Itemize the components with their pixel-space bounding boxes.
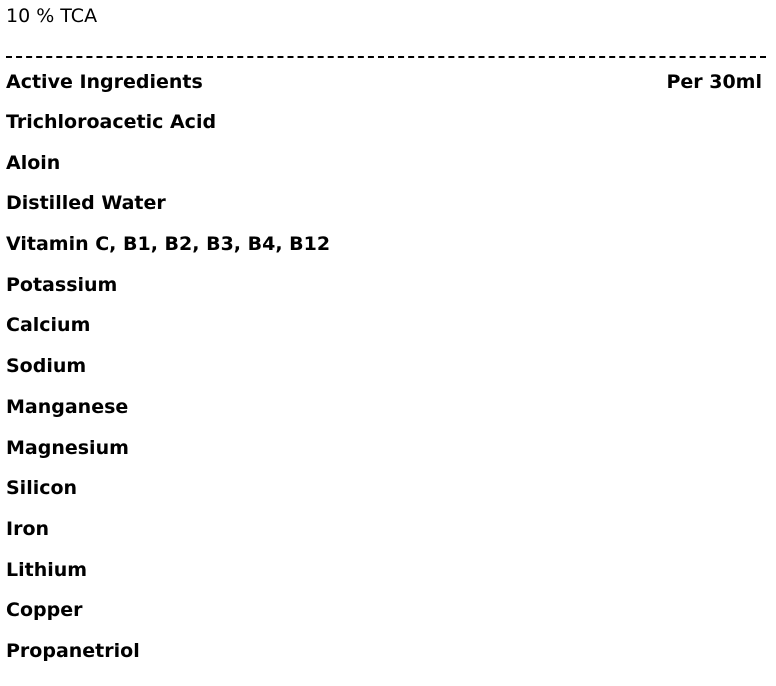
list-item xyxy=(6,558,766,599)
ingredient-name: Distilled Water xyxy=(6,192,166,215)
ingredient-name: Sodium xyxy=(6,355,87,378)
list-item xyxy=(6,191,766,232)
header-per-30ml: Per 30ml xyxy=(666,71,762,93)
ingredient-name: Calcium xyxy=(6,314,91,337)
ingredient-name: Copper xyxy=(6,599,83,622)
list-item xyxy=(6,436,766,477)
list-item xyxy=(6,354,766,395)
list-item xyxy=(6,273,766,314)
ingredient-name: Propanetriol xyxy=(6,639,140,662)
ingredient-name: Vitamin C, B1, B2, B3, B4, B12 xyxy=(6,233,331,256)
ingredient-name: Iron xyxy=(6,517,50,540)
ingredient-name: Manganese xyxy=(6,395,129,418)
list-item xyxy=(6,517,766,558)
dashed-divider xyxy=(6,56,766,70)
ingredient-name: Lithium xyxy=(6,558,88,581)
list-item xyxy=(6,598,766,639)
document-title: 10 % TCA xyxy=(6,5,98,27)
header-active-ingredients: Active Ingredients xyxy=(6,71,203,93)
list-item xyxy=(6,313,766,354)
document xyxy=(6,4,766,680)
ingredient-name: Trichloroacetic Acid xyxy=(6,111,217,133)
list-item xyxy=(6,476,766,517)
list-item xyxy=(6,639,766,680)
ingredient-name: Aloin xyxy=(6,151,61,174)
table-header xyxy=(6,70,766,110)
ingredient-name: Potassium xyxy=(6,273,118,296)
ingredient-list xyxy=(6,110,766,680)
list-item xyxy=(6,110,766,151)
list-item xyxy=(6,232,766,273)
ingredient-name: Silicon xyxy=(6,477,78,500)
list-item xyxy=(6,151,766,192)
list-item xyxy=(6,395,766,436)
ingredient-name: Magnesium xyxy=(6,436,129,459)
